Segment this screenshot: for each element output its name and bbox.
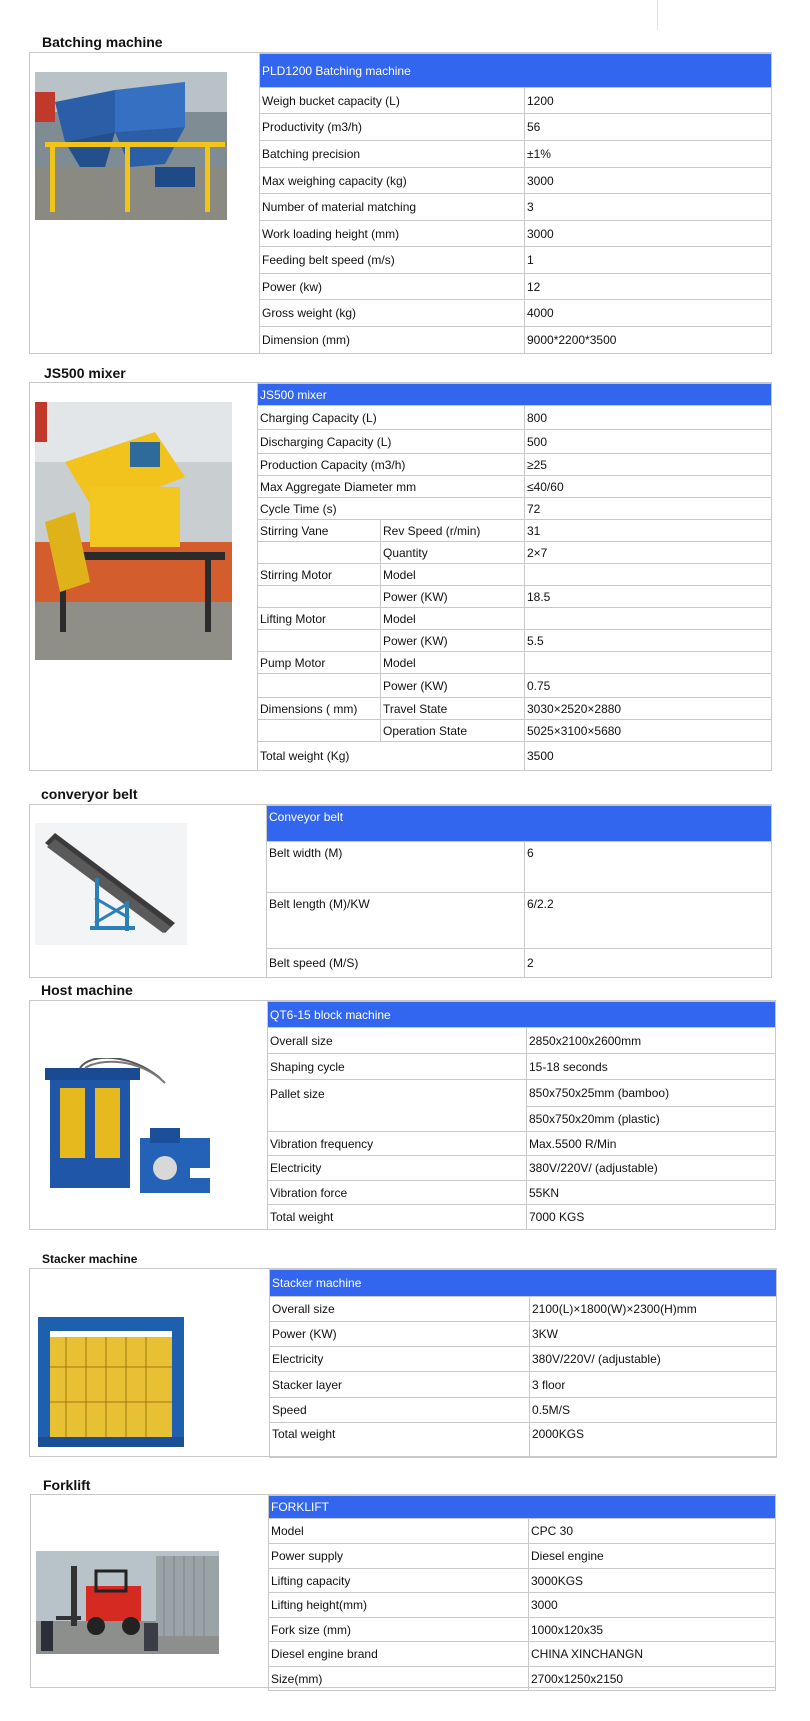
spec-value bbox=[525, 652, 772, 674]
spec-sub-label: Quantity bbox=[381, 542, 525, 564]
spec-label: Total weight bbox=[268, 1205, 527, 1230]
spec-value: 1 bbox=[525, 247, 772, 274]
spec-label: Size(mm) bbox=[269, 1667, 529, 1691]
mixer-photo bbox=[35, 402, 232, 660]
batching-spec-table bbox=[259, 53, 772, 354]
spec-value: 2850x2100x2600mm bbox=[527, 1028, 776, 1054]
spec-label: Feeding belt speed (m/s) bbox=[260, 247, 525, 274]
spec-label: Belt length (M)/KW bbox=[267, 893, 525, 949]
conveyor-title: converyor belt bbox=[41, 786, 138, 802]
spec-group-label: Pump Motor bbox=[258, 652, 381, 674]
spec-label: Power (kw) bbox=[260, 274, 525, 300]
host-spec-table bbox=[267, 1001, 776, 1230]
spec-value: 2100(L)×1800(W)×2300(H)mm bbox=[530, 1297, 777, 1322]
spec-label: Speed bbox=[270, 1398, 530, 1423]
spec-value: 4000 bbox=[525, 300, 772, 327]
spec-label: Number of material matching bbox=[260, 194, 525, 221]
stacker-table-header: Stacker machine bbox=[270, 1270, 777, 1297]
spec-value: 5.5 bbox=[525, 630, 772, 652]
spec-label: Production Capacity (m3/h) bbox=[258, 454, 525, 476]
spec-label: Cycle Time (s) bbox=[258, 498, 525, 520]
spec-value: ±1% bbox=[525, 141, 772, 168]
spec-label: Batching precision bbox=[260, 141, 525, 168]
stacker-title: Stacker machine bbox=[42, 1252, 138, 1266]
spec-label: Vibration frequency bbox=[268, 1132, 527, 1156]
forklift-table-header: FORKLIFT bbox=[269, 1496, 776, 1519]
spec-value bbox=[525, 608, 772, 630]
spec-label: Lifting height(mm) bbox=[269, 1593, 529, 1618]
spec-sub-label: Model bbox=[381, 652, 525, 674]
mixer-title: JS500 mixer bbox=[44, 365, 126, 381]
host-title: Host machine bbox=[41, 982, 133, 998]
spec-value: 1000x120x35 bbox=[529, 1618, 776, 1642]
spec-label: Belt width (M) bbox=[267, 842, 525, 893]
spec-value: 15-18 seconds bbox=[527, 1054, 776, 1080]
spec-group-label bbox=[258, 586, 381, 608]
spec-value: 9000*2200*3500 bbox=[525, 327, 772, 354]
block-machine-photo bbox=[40, 1058, 220, 1206]
spec-value: 5025×3100×5680 bbox=[525, 720, 772, 742]
spec-group-label bbox=[258, 720, 381, 742]
spec-value: 3000KGS bbox=[529, 1569, 776, 1593]
conveyor-table-header: Conveyor belt bbox=[267, 806, 772, 842]
forklift-spec-table bbox=[268, 1495, 776, 1691]
spec-label: Electricity bbox=[270, 1347, 530, 1372]
spec-label: Power (KW) bbox=[270, 1322, 530, 1347]
spec-value: 850x750x25mm (bamboo) bbox=[527, 1080, 776, 1107]
spec-sub-label: Operation State bbox=[381, 720, 525, 742]
spec-value: 55KN bbox=[527, 1181, 776, 1205]
spec-value: 6/2.2 bbox=[525, 893, 772, 949]
spec-label: Work loading height (mm) bbox=[260, 221, 525, 247]
spec-label: Max weighing capacity (kg) bbox=[260, 168, 525, 194]
spec-group-label bbox=[258, 630, 381, 652]
batching-table-header: PLD1200 Batching machine bbox=[260, 54, 772, 88]
forklift-title: Forklift bbox=[43, 1477, 91, 1493]
spec-value: 3 floor bbox=[530, 1372, 777, 1398]
spec-label: Total weight bbox=[270, 1423, 530, 1458]
spec-value: 18.5 bbox=[525, 586, 772, 608]
stacker-spec-table bbox=[269, 1269, 777, 1458]
spec-value: 3030×2520×2880 bbox=[525, 698, 772, 720]
spec-value: 2000KGS bbox=[530, 1423, 777, 1458]
host-table-header: QT6-15 block machine bbox=[268, 1002, 776, 1028]
spec-value: 12 bbox=[525, 274, 772, 300]
spec-sub-label: Power (KW) bbox=[381, 630, 525, 652]
spec-group-label: Lifting Motor bbox=[258, 608, 381, 630]
spec-value: 3 bbox=[525, 194, 772, 221]
mixer-table-header: JS500 mixer bbox=[258, 384, 772, 406]
spec-value: CHINA XINCHANGN bbox=[529, 1642, 776, 1667]
spec-label: Pallet size bbox=[268, 1080, 527, 1132]
spec-value: 800 bbox=[525, 406, 772, 430]
spec-group-label bbox=[258, 674, 381, 698]
spec-label: Power supply bbox=[269, 1544, 529, 1569]
spec-label: Total weight (Kg) bbox=[258, 742, 525, 771]
spec-label: Overall size bbox=[268, 1028, 527, 1054]
spec-value: 0.75 bbox=[525, 674, 772, 698]
spec-label: Charging Capacity (L) bbox=[258, 406, 525, 430]
spec-label: Discharging Capacity (L) bbox=[258, 430, 525, 454]
batching-machine-photo bbox=[35, 72, 227, 220]
spec-label: Shaping cycle bbox=[268, 1054, 527, 1080]
spec-sub-label: Travel State bbox=[381, 698, 525, 720]
spec-value: Diesel engine bbox=[529, 1544, 776, 1569]
spec-label: Stacker layer bbox=[270, 1372, 530, 1398]
spec-value: 31 bbox=[525, 520, 772, 542]
spec-value: 7000 KGS bbox=[527, 1205, 776, 1230]
spec-value: ≥25 bbox=[525, 454, 772, 476]
conveyor-spec-table bbox=[266, 805, 772, 978]
spec-group-label bbox=[258, 542, 381, 564]
spec-label: Belt speed (M/S) bbox=[267, 949, 525, 978]
spec-label: Weigh bucket capacity (L) bbox=[260, 88, 525, 114]
spec-value: 1200 bbox=[525, 88, 772, 114]
spec-label: Dimension (mm) bbox=[260, 327, 525, 354]
spec-value: 500 bbox=[525, 430, 772, 454]
conveyor-belt-photo bbox=[35, 823, 187, 945]
spec-value: 2700x1250x2150 bbox=[529, 1667, 776, 1691]
mixer-spec-table bbox=[257, 383, 772, 771]
spec-group-label: Stirring Motor bbox=[258, 564, 381, 586]
spec-label: Model bbox=[269, 1519, 529, 1544]
spec-value: 72 bbox=[525, 498, 772, 520]
spec-value: ≤40/60 bbox=[525, 476, 772, 498]
stacker-machine-photo bbox=[36, 1312, 186, 1450]
spec-value: 6 bbox=[525, 842, 772, 893]
spec-value: 380V/220V/ (adjustable) bbox=[530, 1347, 777, 1372]
spec-value: 2×7 bbox=[525, 542, 772, 564]
spec-label: Lifting capacity bbox=[269, 1569, 529, 1593]
batching-title: Batching machine bbox=[42, 34, 163, 50]
top-divider bbox=[657, 0, 658, 30]
spec-value: 3000 bbox=[525, 168, 772, 194]
spec-sub-label: Model bbox=[381, 564, 525, 586]
spec-label: Max Aggregate Diameter mm bbox=[258, 476, 525, 498]
spec-value: 850x750x20mm (plastic) bbox=[527, 1107, 776, 1132]
spec-label: Productivity (m3/h) bbox=[260, 114, 525, 141]
spec-value: CPC 30 bbox=[529, 1519, 776, 1544]
spec-value: 3500 bbox=[525, 742, 772, 771]
spec-label: Diesel engine brand bbox=[269, 1642, 529, 1667]
spec-sub-label: Model bbox=[381, 608, 525, 630]
spec-group-label: Stirring Vane bbox=[258, 520, 381, 542]
spec-value: 2 bbox=[525, 949, 772, 978]
spec-sub-label: Rev Speed (r/min) bbox=[381, 520, 525, 542]
spec-value: 56 bbox=[525, 114, 772, 141]
spec-value: 3000 bbox=[529, 1593, 776, 1618]
spec-label: Electricity bbox=[268, 1156, 527, 1181]
spec-label: Gross weight (kg) bbox=[260, 300, 525, 327]
spec-value: 3KW bbox=[530, 1322, 777, 1347]
spec-label: Overall size bbox=[270, 1297, 530, 1322]
spec-value: 0.5M/S bbox=[530, 1398, 777, 1423]
spec-value bbox=[525, 564, 772, 586]
spec-label: Vibration force bbox=[268, 1181, 527, 1205]
spec-value: 3000 bbox=[525, 221, 772, 247]
forklift-photo bbox=[36, 1551, 219, 1654]
spec-value: 380V/220V/ (adjustable) bbox=[527, 1156, 776, 1181]
spec-group-label: Dimensions ( mm) bbox=[258, 698, 381, 720]
spec-sub-label: Power (KW) bbox=[381, 674, 525, 698]
spec-label: Fork size (mm) bbox=[269, 1618, 529, 1642]
spec-sub-label: Power (KW) bbox=[381, 586, 525, 608]
spec-value: Max.5500 R/Min bbox=[527, 1132, 776, 1156]
